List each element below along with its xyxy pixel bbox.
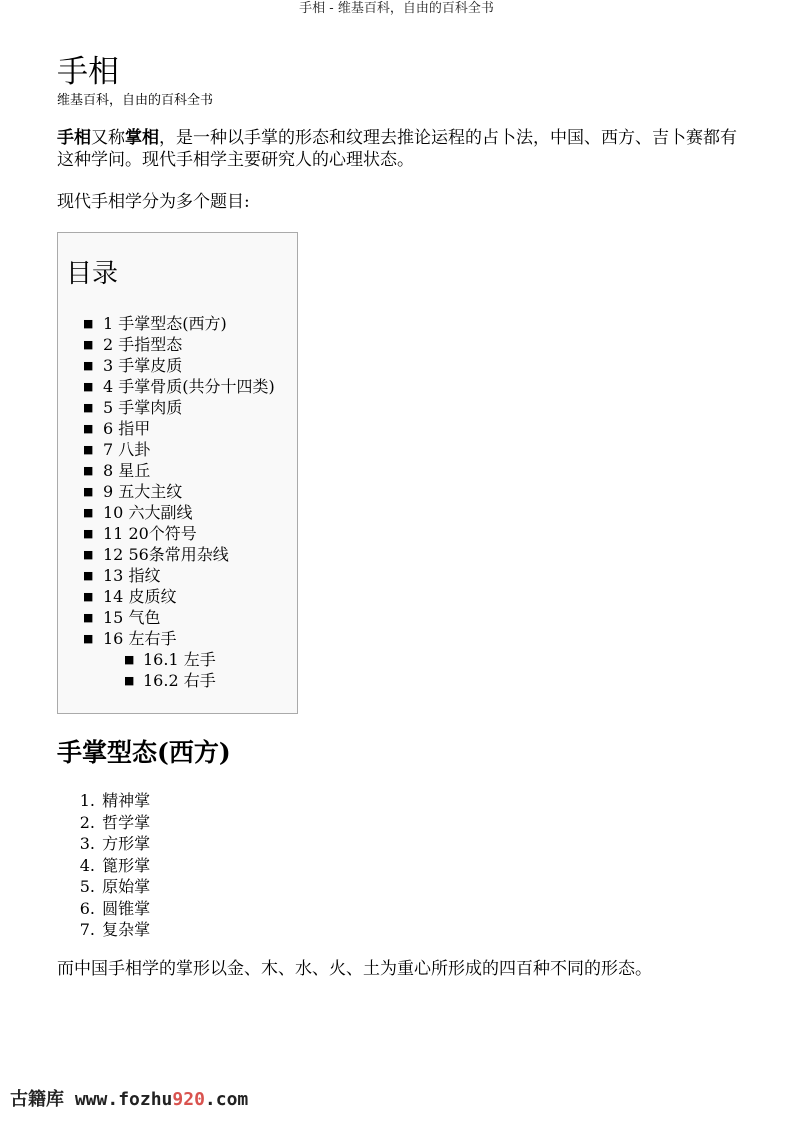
toc-title: 目录 [66,259,119,289]
list-number: 3. [79,834,95,853]
list-number: 4. [79,855,95,875]
list-item-text: 方形掌 [102,834,151,853]
toc-item[interactable]: ■ 7 八卦 [58,439,275,460]
intro-text-1: 又称 [91,128,125,148]
list-item [57,812,150,834]
list-item [57,919,150,941]
list-item-text: 圆锥掌 [102,898,151,918]
list-item [57,876,150,898]
toc-item[interactable]: ■ 2 手指型态 [58,334,275,355]
table-of-contents [57,232,298,714]
toc-item[interactable]: ■ 3 手掌皮质 [58,355,275,376]
intro-term-palmistry: 手相 [57,128,91,148]
list-number: 1. [79,791,95,810]
page-subtitle: 维基百科，自由的百科全书 [57,93,214,108]
toc-item[interactable]: ■ 15 气色 [58,607,275,628]
toc-subitem[interactable]: ■ 16.2 右手 [58,670,275,691]
list-item [57,790,150,812]
list-number: 5. [79,877,95,896]
watermark-url-highlight: 920 [172,1089,205,1110]
toc-item[interactable]: ■ 5 手掌肉质 [58,397,275,418]
intro-text-2: ，是一种以手掌的形态和纹理去推论运程的占卜法，中国、西方、吉卜赛都有这种学问。现代手相学主要研究人的心理状态。 [57,128,737,170]
palm-forms-list [57,790,150,941]
closing-paragraph: 而中国手相学的掌形以金、木、水、火、土为重心所形成的四百种不同的形态。 [57,959,652,979]
intro-term-palm-reading: 掌相 [125,128,159,148]
list-item [57,855,150,877]
toc-item[interactable]: ■ 13 指纹 [58,565,275,586]
list-item-text: 精神掌 [102,791,151,810]
list-number: 6. [79,898,95,918]
toc-item[interactable]: ■ 6 指甲 [58,418,275,439]
toc-item[interactable]: ■ 10 六大副线 [58,502,275,523]
toc-item[interactable]: ■ 12 56条常用杂线 [58,544,275,565]
list-item [57,833,150,855]
toc-item[interactable]: ■ 14 皮质纹 [58,586,275,607]
watermark-url-suffix: .com [204,1089,249,1110]
section-heading-palm-forms: 手掌型态(西方) [57,738,231,767]
page-title: 手相 [57,54,119,90]
toc-item[interactable]: ■ 4 手掌骨质(共分十四类) [58,376,275,397]
toc-item[interactable]: ■ 8 星丘 [58,460,275,481]
list-number: 7. [79,920,95,939]
toc-item[interactable]: ■ 16 左右手 [58,628,275,649]
watermark-logo [10,1088,248,1112]
watermark-cn: 古籍库 [10,1089,64,1110]
list-number: 2. [79,812,95,832]
watermark-url-prefix: www.fozhu [74,1089,173,1110]
toc-item[interactable]: ■ 9 五大主纹 [58,481,275,502]
running-header: 手相 - 维基百科，自由的百科全书 [299,1,494,16]
list-item [57,898,150,920]
toc-item[interactable]: ■ 11 20个符号 [58,523,275,544]
intro-paragraph [57,127,737,171]
toc-item[interactable]: ■ 1 手掌型态(西方) [58,313,275,334]
topics-intro-paragraph: 现代手相学分为多个题目: [57,192,250,212]
list-item-text: 原始掌 [102,877,151,896]
list-item-text: 复杂掌 [102,920,151,939]
list-item-text: 篦形掌 [102,855,151,875]
list-item-text: 哲学掌 [102,812,151,832]
toc-list [58,313,275,691]
toc-subitem[interactable]: ■ 16.1 左手 [58,649,275,670]
